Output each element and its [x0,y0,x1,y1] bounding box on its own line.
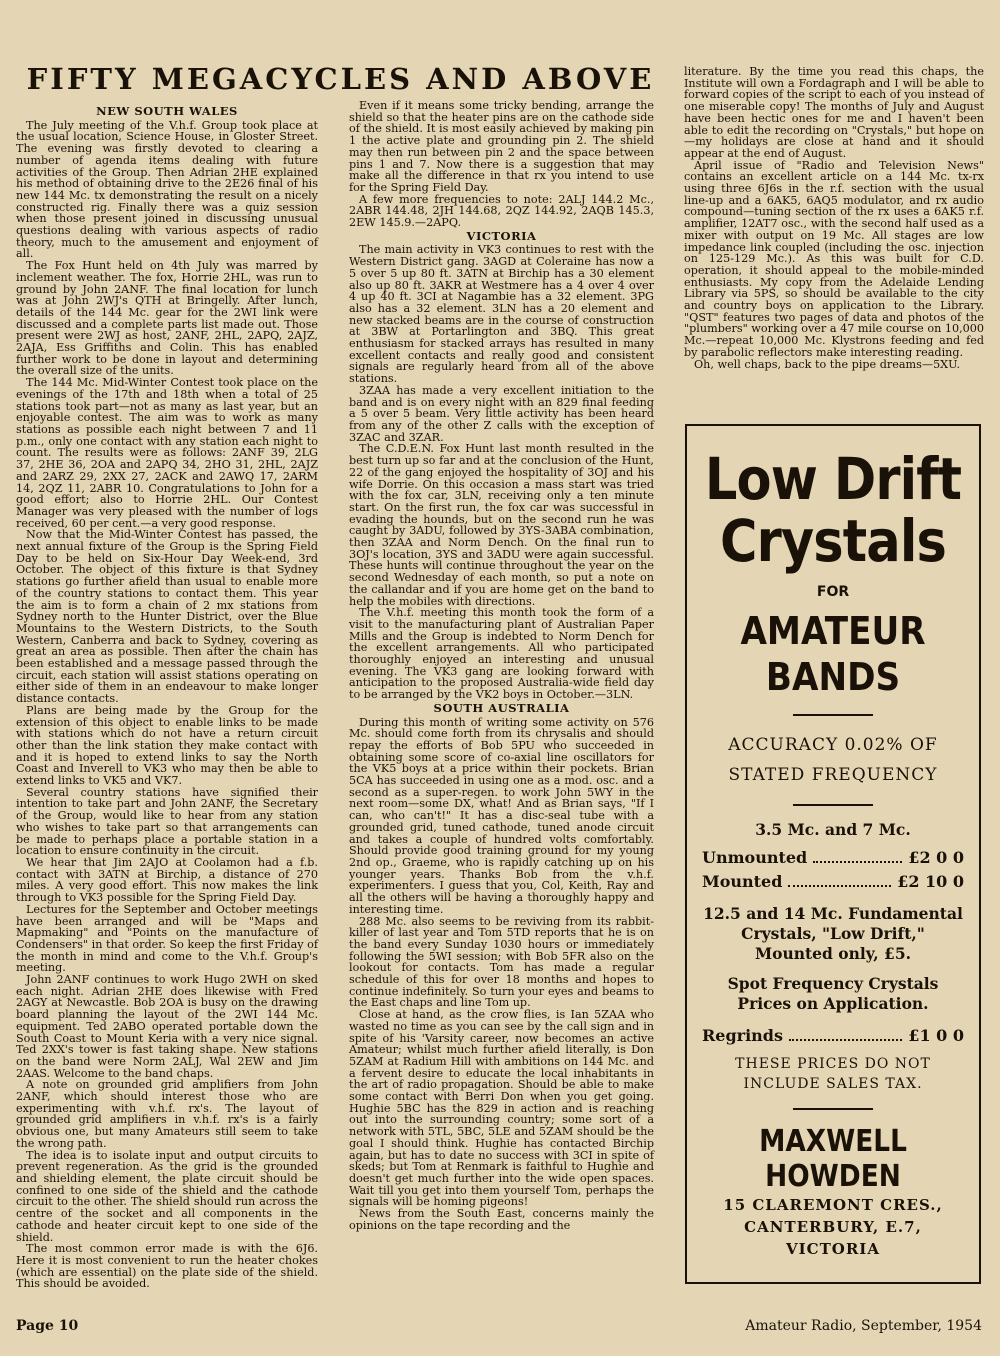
price-value: £1 0 0 [908,1026,964,1045]
ad-headline-amateur: AMATEUR [740,609,926,653]
ad-address-1: 15 CLAREMONT CRES., [723,1196,943,1214]
ad-spot-2: Prices on Application. [737,994,929,1013]
ad-headline-crystals: Crystals [720,507,946,575]
paragraph: Close at hand, as the crow flies, is Ian 5ZAA who wasted no time as you can see by the call sign and in spite of his 'Varsity career, now becomes an active Amateur; whilst much further afield literally, is Don 5ZAM at Radium Hill with ambitions on 144 Mc. and a fervent desire to educate the local inhabitants in the art of radio propagation. Should be able to make some contact with Berri Don when you get going. Hughie 5BC has the 829 in action and is reaching out into the surrounding country; some sort of a network with 5TL, 5BC, 5LE and 5ZAM should be the goal I should think. Hughie has contacted Birchip again, but has to date no success with 3CI in spite of skeds; but Tom at Renmark is faithful to Hughie and doesn't get much further into the wide open spaces. Wait till you get into them yourself Tom, perhaps the signals will be homing pigeons! [349,1008,654,1209]
magazine-issue: Amateur Radio, September, 1954 [745,1318,982,1334]
price-label: Unmounted [702,848,808,867]
column-1 [16,104,318,1290]
paragraph: The idea is to isolate input and output circuits to prevent regeneration. As the grid is the grounded and shielding element, the plate circuit should be confined to one side of the shield and the cathode circuit to the other. The shield should run across the centre of the socket and all components in the cathode and heater circuit kept to one side of the shield. [16,1148,318,1244]
paragraph: The main activity in VK3 continues to rest with the Western District gang. 3AGD at Coleraine has now a 5 over 5 up 80 ft. 3ATN at Birchip has a 30 element also up 80 ft. 3AKR at Westmere has a 4 over 4 over 4 up 40 ft. 3CI at Nagambie has a 32 element. 3PG also has a 32 element. 3LN has a 20 element and new stacked beams are in the course of construction at 3BW at Portarlington and 3BQ. This great enthusiasm for stacked arrays has resulted in many excellent contacts and really good and consistent signals are regularly heard from all of the above stations. [349,243,654,386]
paragraph: The C.D.E.N. Fox Hunt last month resulted in the best turn up so far and at the conclusion of the Hunt, 22 of the gang enjoyed the hospitality of 3OJ and his wife Dorrie. On this occasion a mass start was tried with the fox car, 3LN, receiving only a ten minute start. On the first run, the fox car was successful in evading the hounds, but on the second run he was caught by 3ADU, followed by 3YS-3ABA combination, then 3ZAA and Norm Dench. On the final run to 3OJ's location, 3YS and 3ADU were again successful. These hunts will continue throughout the year on the second Wednesday of each month, so put a note on the callandar and if you are home get on the band to help the mobiles with directions. [349,442,654,608]
page-title: FIFTY MEGACYCLES AND ABOVE [26,62,655,96]
ad-headline-low-drift: Low Drift [704,445,962,513]
paragraph: The Fox Hunt held on 4th July was marred by inclement weather. The fox, Horrie 2HL, was run to ground by John 2ANF. The final location for lunch was at John 2WJ's QTH at Bringelly. After lunch, details of the 144 Mc. gear for the 2WI link were discussed and a complete parts list made out. Those present were 2WJ as host, 2ANF, 2HL, 2APQ, 2AJZ, 2AJA, Ess Griffiths and Colin. This has enabled further work to be done in layout and determining the overall size of the units. [16,259,318,378]
price-row-regrinds [702,1024,964,1048]
paragraph: Several country stations have signified their intention to take part and John 2ANF, the Secretary of the Group, would like to hear from any station who wishes to take part so that arrangements can be made to perhaps place a portable station in a location to ensure continuity in the circuit. [16,785,318,858]
divider [793,1108,873,1110]
paragraph: During this month of writing some activity on 576 Mc. should come forth from its chrysalis and should repay the efforts of Bob 5PU who succeeded in obtaining some score of co-axial line oscillators for the VK5 boys at a price within their pockets. Brian 5CA has succeeded in using one as a mod. osc. and a second as a super-regen. to work John 5WY in the next room—some DX, what! And as Brian says, "If I can, who can't!" It has a disc-seal tube with a grounded grid, tuned cathode, tuned anode circuit and takes a couple of hundred volts comfortably. Should provide good training ground for my young 2nd op., Graeme, who is rapidly catching up on his younger years. Thanks Bob from the v.h.f. experimenters. I guess that you, Col, Keith, Ray and all the others will be having a thoroughly happy and interesting time. [349,715,654,916]
ad-fundamental-3: Mounted only, £5. [754,944,912,963]
price-label: Mounted [702,872,783,891]
paragraph: April issue of "Radio and Television News" contains an excellent article on a 144 Mc. tx-rx using three 6J6s in the r.f. section with the usual line-up and a 6AK5, 6AQ5 modulator, and rx audio compound—tuning section of the rx uses a 6AK5 r.f. amplifier, 12AT7 osc., with the second half used as a mixer with output on 19 Mc. All stages are low impedance link coupled (including the osc. injection on 125-129 Mc.). As this was built for C.D. operation, it should appeal to the mobile-minded enthusiasts. My copy from the Adelaide Lending Library via 5PS, so should be available to the city and country boys on application to the Library. "QST" features two pages of data and photos of the "plumbers" working over a 47 mile course on 10,000 Mc.—repeat 10,000 Mc. Klystrons feeding and fed by parabolic reflectors make interesting reading. [684,158,984,359]
ad-address-2: CANTERBURY, E.7, [744,1218,922,1236]
paragraph: The July meeting of the V.h.f. Group took place at the usual location, Science House, in Gloster Street. The evening was firstly devoted to clearing a number of agenda items dealing with future activities of the Group. Then Adrian 2HE explained his method of obtaining drive to the 2E26 final of his new 144 Mc. tx demonstrating the result on a nicely constructed rig. Finally there was a quiz session when those present joined in discussing unusual questions dealing with various aspects of radio theory, much to the amusement and enjoyment of all. [16,118,318,261]
ad-for: FOR [816,584,850,600]
paragraph: Oh, well chaps, back to the pipe dreams—5XU. [694,357,961,371]
paragraph: 3ZAA has made a very excellent initiation to the band and is on every night with an 829 final feeding a 5 over 5 beam. Very little activity has been heard from any of the other Z calls with the exception of 3ZAC and 3ZAR. [349,383,654,444]
paragraph: The 144 Mc. Mid-Winter Contest took place on the evenings of the 17th and 18th when a total of 25 stations took part—not as many as last year, but an enjoyable contest. The aim was to work as many stations as possible each night between 7 and 11 p.m., only one contact with any station each night to count. The results were as follows: 2ANF 39, 2LG 37, 2HE 36, 2OA and 2APQ 34, 2HO 31, 2HL, 2AJZ and 2ARZ 29, 2XX 27, 2ACK and 2AWQ 17, 2ARM 14, 2QZ 11, 2ABR 10. Congratulations to John for a good effort; also to Horrie 2HL. Our Contest Manager was very pleased with the number of logs received, 60 per cent.—a very good response. [16,376,318,530]
column-3 [684,66,984,370]
paragraph: News from the South East, concerns mainly the opinions on the tape recording and the [349,1207,654,1232]
price-row-mounted [702,870,964,894]
ad-tax-1: THESE PRICES DO NOT [735,1056,931,1072]
paragraph: We hear that Jim 2AJO at Coolamon had a f.b. contact with 3ATN at Birchip, a distance of 270 miles. A very good effort. This now makes the link through to VK3 possible for the Spring Field Day. [16,856,318,905]
divider [793,804,873,806]
ad-spot-1: Spot Frequency Crystals [727,974,939,993]
paragraph: literature. By the time you read this chaps, the Institute will own a Fordagraph and I will be able to forward copies of the script to each of you instead of one miserable copy! The months of July and August have been hectic ones for me and I haven't been able to edit the recording on "Crystals," but hope on—my holidays are close at hand and it should appear at the end of August. [684,65,984,160]
ad-accuracy-line-1: ACCURACY 0.02% OF [728,735,938,755]
paragraph: 288 Mc. also seems to be reviving from its rabbit-killer of last year and Tom 5TD reports that he is on the band every Sunday 1030 hours or immediately following the 5WI session; with Bob 5FR also on the lookout for contacts. Tom has made a regular schedule of this for over 18 months and hopes to continue indefinitely. So turn your eyes and beams to the East chaps and line Tom up. [349,914,654,1010]
ad-accuracy-line-2: STATED FREQUENCY [728,765,938,785]
page-number: Page 10 [16,1318,79,1334]
ad-fundamental-1: 12.5 and 14 Mc. Fundamental [703,904,963,923]
paragraph: Now that the Mid-Winter Contest has passed, the next annual fixture of the Group is the Spring Field Day to be held on Six-Hour Day Week-end, 3rd October. The object of this fixture is that Sydney stations go further afield than usual to enable more of the country stations to contact them. This year the aim is to form a chain of 2 mx stations from Sydney north to the Hunter District, over the Blue Mountains to the Western Districts, to the South Western, Canberra and back to Sydney, covering as great an area as possible. Then after the chain has been established and a message passed through the circuit, each station will assist stations operating on either side of them in an endeavour to make longer distance contacts. [16,528,318,706]
paragraph: Lectures for the September and October meetings have been arranged and will be "Maps and Mapmaking" and "Points on the manufacture of Condensers" in that order. So keep the first Friday of the month in mind and come to the V.h.f. Group's meeting. [16,902,318,975]
ad-address-3: VICTORIA [786,1240,880,1258]
ad-tax-2: INCLUDE SALES TAX. [743,1076,923,1092]
price-value: £2 10 0 [897,872,964,891]
paragraph: A few more frequencies to note: 2ALJ 144.2 Mc., 2ABR 144.48, 2JH 144.68, 2QZ 144.92, 2AQB 145.3, 2EW 145.9.—2APQ. [349,192,654,230]
paragraph: Plans are being made by the Group for the extension of this object to enable links to be made with stations which do not have a return circuit other than the link station they make contact with and it is hoped to extend links to say the North Coast and Inverell to VK3 who may then be able to extend links to VK5 and VK7. [16,703,318,788]
paragraph: Even if it means some tricky bending, arrange the shield so that the heater pins are on the cathode side of the shield. It is most easily achieved by making pin 1 the active plate and grounding pin 2. The shield may then run between pin 2 and the space between pins 1 and 7. Now there is a suggestion that may make all the difference in that rx you intend to use for the Spring Field Day. [349,99,654,194]
column-2 [349,100,654,1232]
section-heading-nsw: NEW SOUTH WALES [96,104,238,118]
ad-headline-bands: BANDS [765,655,901,699]
paragraph: The V.h.f. meeting this month took the form of a visit to the manufacturing plant of Australian Paper Mills and the Group is indebted to Norm Dench for the excellent arrangements. All who participated thoroughly enjoyed an interesting and unusual evening. The VK3 gang are looking forward with anticipation to the proposed Australia-wide field day to be arranged by the VK2 boys in October.—3LN. [349,606,654,702]
crystals-advertisement [685,424,981,1284]
price-label: Regrinds [702,1026,783,1045]
ad-maker: MAXWELL HOWDEN [759,1124,907,1194]
price-row-unmounted [702,846,964,870]
section-heading-victoria: VICTORIA [466,228,537,243]
ad-fundamental-2: Crystals, "Low Drift," [741,924,925,943]
price-value: £2 0 0 [908,848,964,867]
ad-band: 3.5 Mc. and 7 Mc. [755,820,911,839]
leader-dots [813,846,902,863]
divider [793,714,873,716]
section-heading-south-australia: SOUTH AUSTRALIA [433,700,570,715]
paragraph: A note on grounded grid amplifiers from John 2ANF, which should interest those who are experimenting with v.h.f. rx's. The layout of grounded grid amplifiers in v.h.f. rx's is a fairly obvious one, but many Amateurs still seem to take the wrong path. [16,1078,318,1150]
leader-dots [789,1024,902,1041]
paragraph: The most common error made is with the 6J6. Here it is most convenient to run the heater chokes (which are essential) on the plate side of the shield. This should be avoided. [16,1242,318,1291]
leader-dots [788,870,891,887]
paragraph: John 2ANF continues to work Hugo 2WH on sked each night. Adrian 2HE does likewise with Fred 2AGY at Newcastle. Bob 2OA is busy on the drawing board planning the layout of the 2WI 144 Mc. equipment. Ted 2ABO operated portable down the South Coast to Mount Keria with a very nice signal. Ted 2XX's tower is fast taking shape. New stations on the band were Norm 2ALJ, Wal 2EW and Jim 2AAS. Welcome to the band chaps. [16,973,318,1080]
